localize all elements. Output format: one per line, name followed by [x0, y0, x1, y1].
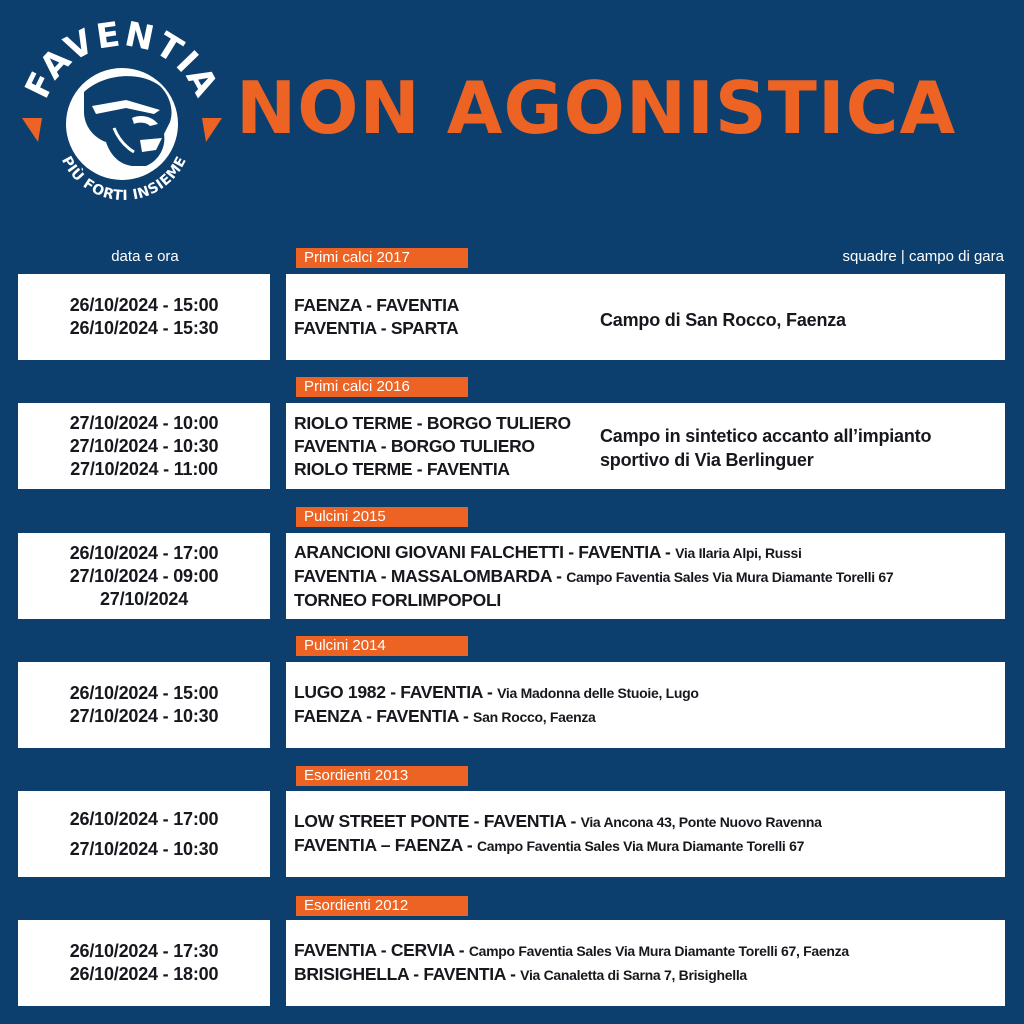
column-header-datetime: data e ora [111, 248, 179, 265]
category-label: Pulcini 2015 [296, 507, 468, 527]
match-teams: LOW STREET PONTE - FAVENTIA [294, 811, 566, 831]
match-venue: San Rocco, Faenza [473, 709, 596, 725]
datetime-box [18, 791, 270, 877]
category-label: Esordienti 2013 [296, 766, 468, 786]
match-teams: FAVENTIA - MASSALOMBARDA [294, 565, 552, 586]
section-venue: Campo in sintetico accanto all’impianto sportivo di Via Berlinguer [600, 426, 932, 470]
match-separator: - [551, 565, 567, 586]
match-separator: - [505, 964, 521, 984]
match-line [294, 939, 1005, 963]
matches-box [286, 533, 1005, 619]
match-separator: - [660, 541, 676, 562]
match-line [294, 589, 1005, 612]
match-venue: Campo Faventia Sales Via Mura Diamante Torelli 67 [476, 838, 805, 854]
match-teams: ARANCIONI GIOVANI FALCHETTI - FAVENTIA [294, 541, 661, 562]
logo-brand-text: FAVENTIA [17, 14, 224, 105]
column-header-teams-venue: squadre | campo di gara [842, 248, 1004, 265]
match-line [294, 681, 1005, 705]
match-datetime: 27/10/2024 - 10:30 [69, 706, 219, 726]
match-separator: - [462, 835, 477, 855]
match-venue: Via Ancona 43, Ponte Nuovo Ravenna [580, 814, 822, 830]
section-venue: Campo di San Rocco, Faenza [600, 310, 846, 330]
match-datetime: 26/10/2024 - 17:30 [69, 941, 219, 961]
match-teams: TORNEO FORLIMPOPOLI [294, 589, 501, 610]
match-separator: - [454, 940, 469, 960]
match-datetime: 26/10/2024 - 17:00 [69, 809, 219, 829]
datetime-box [18, 403, 270, 489]
match-line [294, 705, 1005, 729]
match-teams: FAVENTIA - BORGO TULIERO [294, 435, 535, 456]
match-datetime: 27/10/2024 [99, 588, 189, 609]
datetime-box [18, 920, 270, 1006]
match-line [294, 810, 1005, 834]
datetime-box [18, 274, 270, 360]
category-label: Primi calci 2016 [296, 377, 468, 397]
match-datetime: 26/10/2024 - 15:00 [69, 683, 219, 703]
match-venue: Via Madonna delle Stuoie, Lugo [497, 685, 699, 701]
matches-box [286, 791, 1005, 877]
match-teams: FAVENTIA - SPARTA [294, 318, 459, 338]
logo-motto-text: PIÙ FORTI INSIEME [58, 153, 190, 205]
match-separator: - [565, 811, 581, 831]
match-line [294, 834, 1005, 858]
page-title: NON AGONISTICA [236, 66, 957, 150]
datetime-box [18, 662, 270, 748]
match-teams: RIOLO TERME - FAVENTIA [294, 458, 510, 479]
category-label: Primi calci 2017 [296, 248, 468, 268]
match-line [294, 565, 1005, 589]
match-teams: BRISIGHELLA - FAVENTIA [294, 964, 506, 984]
category-label: Pulcini 2014 [296, 636, 468, 656]
match-teams: RIOLO TERME - BORGO TULIERO [294, 412, 571, 433]
match-teams: FAENZA - FAVENTIA [294, 706, 459, 726]
match-datetime: 26/10/2024 - 15:00 [69, 295, 219, 315]
match-datetime: 26/10/2024 - 18:00 [69, 964, 219, 984]
match-venue: Via Ilaria Alpi, Russi [675, 544, 802, 561]
match-venue: Via Canaletta di Sarna 7, Brisighella [520, 967, 747, 983]
match-datetime: 27/10/2024 - 10:30 [69, 435, 219, 456]
match-datetime: 27/10/2024 - 10:30 [69, 839, 219, 859]
match-datetime: 27/10/2024 - 09:00 [69, 565, 219, 586]
match-datetime: 27/10/2024 - 10:00 [69, 412, 219, 433]
match-teams: FAVENTIA - CERVIA [294, 940, 455, 960]
match-venue: Campo Faventia Sales Via Mura Diamante Torelli 67 [566, 568, 894, 585]
faventia-logo [14, 14, 224, 224]
datetime-box [18, 533, 270, 619]
faventia-badge [14, 14, 224, 224]
matches-box [286, 920, 1005, 1006]
match-line [294, 541, 1005, 565]
match-venue: Campo Faventia Sales Via Mura Diamante Torelli 67, Faenza [468, 943, 849, 959]
match-separator: - [482, 682, 498, 702]
category-label: Esordienti 2012 [296, 896, 468, 916]
match-separator: - [458, 706, 474, 726]
matches-box [286, 662, 1005, 748]
match-datetime: 27/10/2024 - 11:00 [70, 458, 218, 479]
match-datetime: 26/10/2024 - 15:30 [69, 318, 219, 338]
match-teams: FAVENTIA – FAENZA [294, 835, 463, 855]
match-teams: LUGO 1982 - FAVENTIA [294, 682, 483, 702]
match-datetime: 26/10/2024 - 17:00 [69, 542, 219, 563]
match-teams: FAENZA - FAVENTIA [294, 295, 460, 315]
match-line [294, 963, 1005, 987]
